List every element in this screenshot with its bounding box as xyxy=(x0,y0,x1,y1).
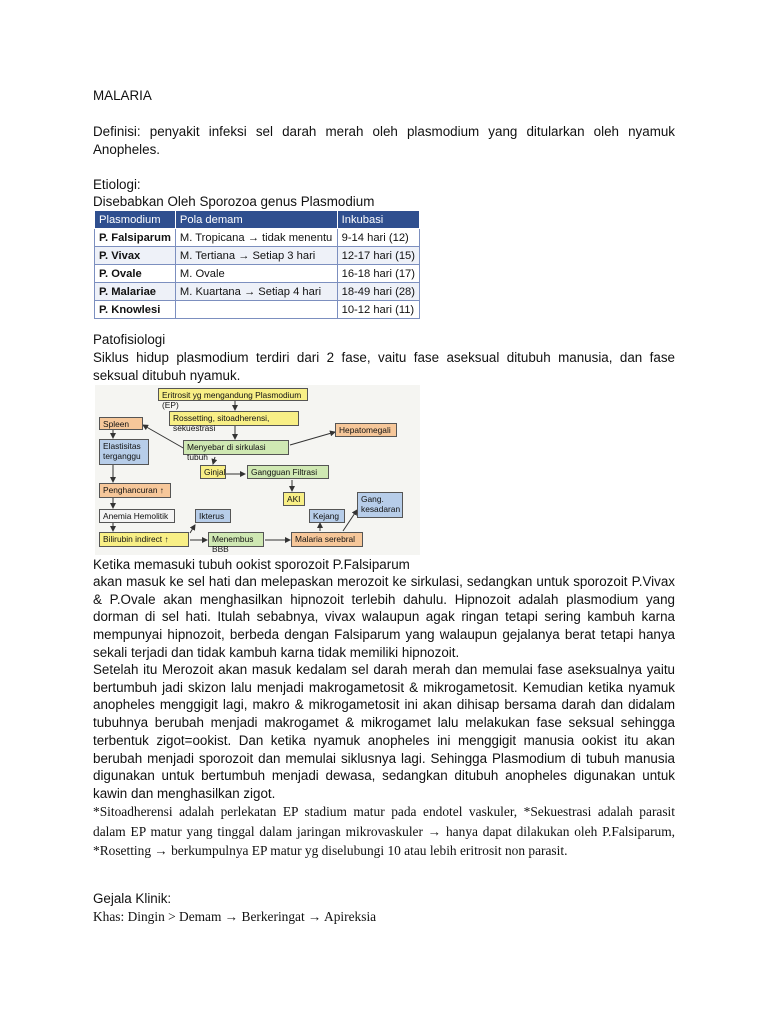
node-infected-erythrocyte: Eritrosit yg mengandung Plasmodium (EP) xyxy=(158,388,308,401)
table-row xyxy=(95,283,420,301)
node-cerebral-malaria: Malaria serebral xyxy=(291,532,363,547)
node-consciousness-disorder: Gang. kesadaran xyxy=(357,492,403,518)
node-hepatomegaly: Hepatomegali xyxy=(335,423,397,437)
table-cell-fever: M. Tropicana → tidak menentu xyxy=(175,229,337,247)
node-rosetting: Rossetting, sitoadherensi, sekuestrasi xyxy=(169,411,299,426)
table-cell-fever: M. Kuartana → Setiap 4 hari xyxy=(175,283,337,301)
table-cell-species: P. Vivax xyxy=(95,247,176,265)
table-row xyxy=(95,265,420,283)
table-cell-incubation: 16-18 hari (17) xyxy=(337,265,419,283)
table-cell-incubation: 12-17 hari (15) xyxy=(337,247,419,265)
pathophysiology-p1-heading: Ketika memasuki tubuh ookist sporozoit P.Falsiparum xyxy=(93,557,410,572)
table-cell-incubation: 9-14 hari (12) xyxy=(337,229,419,247)
table-cell-incubation: 18-49 hari (28) xyxy=(337,283,419,301)
table-header: Plasmodium xyxy=(95,211,176,229)
page-title: MALARIA xyxy=(93,88,152,103)
node-kidney: Ginjal xyxy=(200,465,226,479)
table-cell-incubation: 10-12 hari (11) xyxy=(337,301,419,319)
node-bbb: Menembus BBB xyxy=(208,532,264,547)
node-aki: AKI xyxy=(283,492,305,506)
table-row xyxy=(95,247,420,265)
table-row xyxy=(95,229,420,247)
node-spleen: Spleen xyxy=(99,417,143,430)
table-header-row xyxy=(95,211,420,229)
table-cell-fever xyxy=(175,301,337,319)
node-destruction: Penghancuran ↑ xyxy=(99,483,171,498)
node-icterus: Ikterus xyxy=(195,509,231,523)
node-spread-circulation: Menyebar di sirkulasi tubuh xyxy=(183,440,289,455)
node-seizure: Kejang xyxy=(309,509,345,523)
pathophysiology-heading: Patofisiologi xyxy=(93,332,166,347)
pathophysiology-p2: Setelah itu Merozoit akan masuk kedalam sel darah merah dan memulai fase aseksualnya yaitu bertumbuh jadi skizon lalu menjadi makrogametosit & mikrogametosit. Kemudian ketika nyamuk anopheles menggigit lagi, makro & mikrogametosit ini akan dihisap bersama darah dan didalam tubuhnya berubah menjadi makrogamet & mikrogamet lalu melakukan fase seksual sehingga terbentuk zigot=ookist. Dan ketika nyamuk anopheles ini menggigit manusia ookist itu akan berubah menjadi sporozoit dan memulai siklusnya lagi. Sehingga Plasmodium di tubuh manusia digunakan untuk bertumbuh menjadi dewasa, sedangkan ditubuh anopheles digunakan untuk kawin dan menghasilkan zigot. xyxy=(93,662,675,801)
table-cell-species: P. Knowlesi xyxy=(95,301,176,319)
etiology-heading: Etiologi: xyxy=(93,177,141,192)
table-header: Inkubasi xyxy=(337,211,419,229)
clinical-khas: Khas: Dingin > Demam → Berkeringat → Apireksia xyxy=(93,909,377,924)
clinical-heading: Gejala Klinik: xyxy=(93,891,172,906)
definition-paragraph: Definisi: penyakit infeksi sel darah merah oleh plasmodium yang ditularkan oleh nyamuk Anopheles. xyxy=(93,124,675,157)
table-header: Pola demam xyxy=(175,211,337,229)
node-hemolytic-anemia: Anemia Hemolitik xyxy=(99,509,175,523)
pathophysiology-diagram xyxy=(95,385,420,555)
table-cell-fever: M. Ovale xyxy=(175,265,337,283)
etiology-subtitle: Disebabkan Oleh Sporozoa genus Plasmodium xyxy=(93,194,375,209)
table-cell-species: P. Ovale xyxy=(95,265,176,283)
node-filtration-disorder: Gangguan Filtrasi xyxy=(247,465,329,479)
table-cell-species: P. Falsiparum xyxy=(95,229,176,247)
table-cell-species: P. Malariae xyxy=(95,283,176,301)
table-cell-fever: M. Tertiana → Setiap 3 hari xyxy=(175,247,337,265)
node-elasticity: Elastisitas terganggu xyxy=(99,439,149,465)
pathophysiology-intro: Siklus hidup plasmodium terdiri dari 2 fase, vaitu fase aseksual ditubuh manusia, dan fase seksual ditubuh nyamuk. xyxy=(93,350,675,383)
pathophysiology-p1: akan masuk ke sel hati dan melepaskan merozoit ke sirkulasi, sedangkan untuk sporozoit P.Vivax & P.Ovale akan menghasilkan hipnozoit terlebih dahulu. Hipnozoit adalah plasmodium yang dorman di sel hati. Itulah sebabnya, vivax walaupun agak ringan tetapi sering kambuh karna mempunyai hipnozoit, berbeda dengan Falsiparum yang walaupun gejalanya berat tetapi hanya sekali terjadi dan tidak kambuh karna tidak memiliki hipnozoit. xyxy=(93,574,675,660)
table-row xyxy=(95,301,420,319)
node-bilirubin: Bilirubin indirect ↑ xyxy=(99,532,189,547)
definitions-note: *Sitoadherensi adalah perlekatan EP stadium matur pada endotel vaskuler, *Sekuestrasi adalah parasit dalam EP matur yang tinggal dalam jaringan mikrovaskuler → hanya dapat dilakukan oleh P.Falsiparum, *Rosetting → berkumpulnya EP matur yg diselubungi 10 atau lebih eritrosit non parasit. xyxy=(93,804,675,858)
plasmodium-table xyxy=(94,210,420,319)
